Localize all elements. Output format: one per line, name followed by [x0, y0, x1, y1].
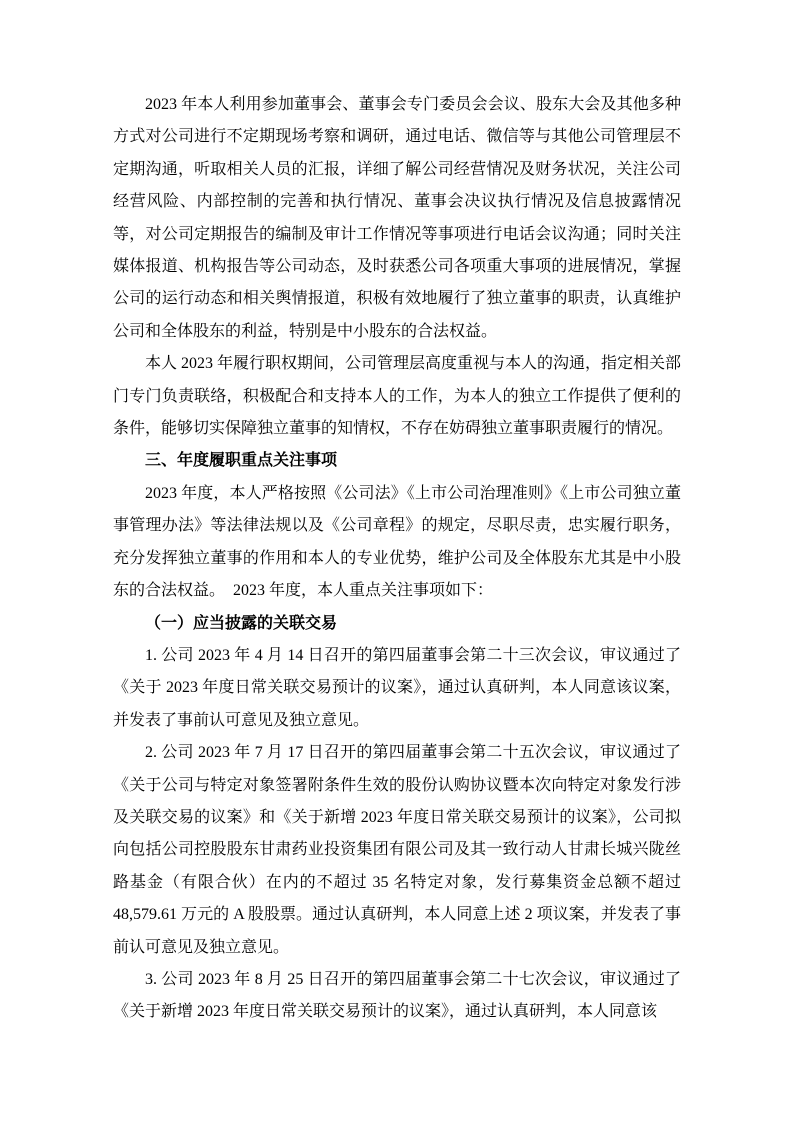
section-heading-key-matters: 三、年度履职重点关注事项	[145, 452, 338, 470]
paragraph-management-cooperation: 本人 2023 年履行职权期间，公司管理层高度重视与本人的沟通，指定相关部门专门负责联络，积极配合和支持本人的工作，为本人的独立工作提供了便利的条件，能够切实保障独立董事的知情权，不存在妨碍独立董事职责履行的情况。	[113, 355, 682, 438]
paragraph-item-2-board-meeting-25: 2. 公司 2023 年 7 月 17 日召开的第四届董事会第二十五次会议，审议通过了《关于公司与特定对象签署附条件生效的股份认购协议暨本次向特定对象发行涉及关联交易的议案》和《关于新增 2023 年度日常关联交易预计的议案》，公司拟向包括公司控股股东甘肃药业投资集团有限公司及其一致行动人甘肃长城兴陇丝路基金（有限合伙）在内的不超过 35 名特定对象，发行募集资金总额不超过 48,579.61 万元的 A 股股票。通过认真研判，本人同意上述 2 项议案，并发表了事前认可意见及独立意见。	[113, 744, 681, 956]
paragraph-duties-performance: 2023 年本人利用参加董事会、董事会专门委员会会议、股东大会及其他多种方式对公司进行不定期现场考察和调研，通过电话、微信等与其他公司管理层不定期沟通，听取相关人员的汇报，详细了解公司经营情况及财务状况，关注公司经营风险、内部控制的完善和执行情况、董事会决议执行情况及信息披露情况等，对公司定期报告的编制及审计工作情况等事项进行电话会议沟通；同时关注媒体报道、机构报告等公司动态，及时获悉公司各项重大事项的进展情况，掌握公司的运行动态和相关舆情报道，积极有效地履行了独立董事的职责，认真维护公司和全体股东的利益，特别是中小股东的合法权益。	[113, 96, 681, 340]
subsection-heading-related-transactions: （一）应当披露的关联交易	[145, 614, 338, 632]
paragraph-item-3-board-meeting-27: 3. 公司 2023 年 8 月 25 日召开的第四届董事会第二十七次会议，审议通过了《关于新增 2023 年度日常关联交易预计的议案》，通过认真研判，本人同意该	[113, 970, 681, 1021]
document-body	[113, 89, 681, 1029]
paragraph-legal-compliance: 2023 年度，本人严格按照《公司法》《上市公司治理准则》《上市公司独立董事管理办法》等法律法规以及《公司章程》的规定，尽职尽责，忠实履行职务，充分发挥独立董事的作用和本人的专业优势，维护公司及全体股东尤其是中小股东的合法权益。 2023 年度，本人重点关注事项如下：	[113, 484, 681, 600]
paragraph-item-1-board-meeting-23: 1. 公司 2023 年 4 月 14 日召开的第四届董事会第二十三次会议，审议通过了《关于 2023 年度日常关联交易预计的议案》，通过认真研判，本人同意该议案，并发表了事前认可意见及独立意见。	[113, 646, 681, 729]
